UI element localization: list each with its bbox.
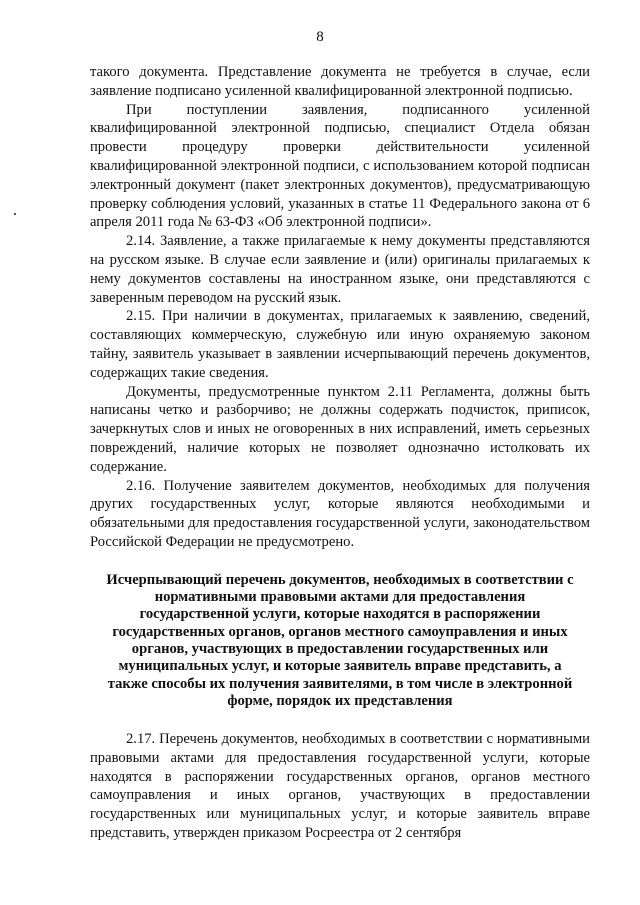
- paragraph-continuation: такого документа. Представление документа не требуется в случае, если заявление подписано усиленной квалифицированной электронной подписью.: [90, 64, 590, 99]
- paragraph-document-requirements: Документы, предусмотренные пунктом 2.11 Регламента, должны быть написаны четко и разборчиво; не должны содержать подчисток, приписок, зачеркнутых слов и иных не оговоренных в них исправлений, иметь серьезных повреждений, наличие которых не позволяет однозначно истолковать их содержание.: [90, 383, 590, 475]
- paragraph-2-14: 2.14. Заявление, а также прилагаемые к нему документы представляются на русском языке. В случае если заявление и (или) оригиналы прилагаемых к нему документов составлены на иностранном языке, они представляются с заверенным переводом на русский язык.: [90, 233, 590, 306]
- document-body: [90, 63, 590, 843]
- paragraph-2-16: 2.16. Получение заявителем документов, необходимых для получения других государственных услуг, которые являются необходимыми и обязательными для предоставления государственной услуги, законодательством Российской Федерации не предусмотрено.: [90, 477, 590, 550]
- paragraph-2-15: 2.15. При наличии в документах, прилагаемых к заявлению, сведений, составляющих коммерческую, служебную или иную охраняемую законом тайну, заявитель указывает в заявлении исчерпывающий перечень документов, содержащих такие сведения.: [90, 308, 590, 381]
- section-heading: Исчерпывающий перечень документов, необходимых в соответствии с нормативными правовыми актами для предоставления государственной услуги, которые находятся в распоряжении государственных органов, органов местного самоуправления и иных органов, участвующих в предоставлении государственных или муниципальных услуг, и которые заявитель вправе представить, а также способы их получения заявителями, в том числе в электронной форме, порядок их представления: [106, 571, 574, 709]
- page-number: 8: [316, 29, 324, 45]
- paragraph-signature-verification: При поступлении заявления, подписанного усиленной квалифицированной электронной подписью, специалист Отдела обязан провести процедуру проверки действительности усиленной квалифицированной электронной подписи, с использованием которой подписан электронный документ (пакет электронных документов), предусматривающую проверку соблюдения условий, указанных в статье 11 Федерального закона от 6 апреля 2011 года № 63-ФЗ «Об электронной подписи».: [90, 101, 590, 231]
- margin-mark: [14, 213, 16, 215]
- paragraph-2-17: 2.17. Перечень документов, необходимых в соответствии с нормативными правовыми актами для предоставления государственной услуги, которые находятся в распоряжении государственных органов, органов местного самоуправления и иных органов, участвующих в предоставлении государственных или муниципальных услуг, и которые заявитель вправе представить, утвержден приказом Росреестра от 2 сентября: [90, 731, 590, 842]
